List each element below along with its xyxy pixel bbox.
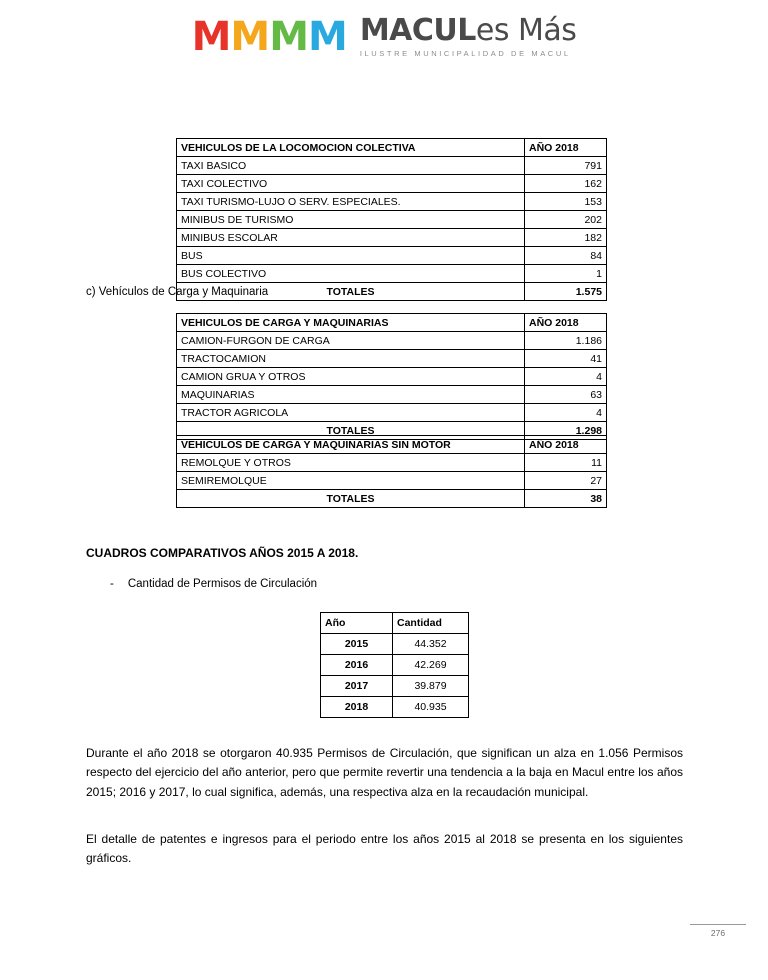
cell-value: 153 (525, 193, 607, 211)
cell-total-value: 1.575 (525, 283, 607, 301)
bullet-label: Cantidad de Permisos de Circulación (127, 578, 318, 590)
table-row (177, 193, 607, 211)
cell-value: 84 (525, 247, 607, 265)
column-header-year: AÑO 2018 (525, 139, 607, 157)
table-row (177, 404, 607, 422)
cell-category: TRACTOCAMION (177, 350, 525, 368)
cell-category: TAXI COLECTIVO (177, 175, 525, 193)
cell-value: 4 (525, 368, 607, 386)
cell-value: 202 (525, 211, 607, 229)
cell-anio: 2017 (321, 676, 393, 697)
table-row (177, 211, 607, 229)
cell-value: 1.186 (525, 332, 607, 350)
logo-wordmark (359, 13, 577, 58)
cell-category: REMOLQUE Y OTROS (177, 454, 525, 472)
cell-value: 41 (525, 350, 607, 368)
cell-value: 162 (525, 175, 607, 193)
cell-total-label: TOTALES (177, 490, 525, 508)
cell-category: MAQUINARIAS (177, 386, 525, 404)
column-header-year: AÑO 2018 (525, 436, 607, 454)
cell-total-value: 1.298 (525, 422, 607, 440)
table-row (321, 634, 469, 655)
logo-letter-blue: M (308, 13, 346, 60)
cell-value: 4 (525, 404, 607, 422)
cell-value: 27 (525, 472, 607, 490)
table-row (321, 697, 469, 718)
logo-title (359, 13, 577, 48)
cell-cantidad: 44.352 (393, 634, 469, 655)
macul-logo (191, 13, 577, 60)
cell-total-label: TOTALES (177, 422, 525, 440)
cell-value: 11 (525, 454, 607, 472)
column-header-category: VEHICULOS DE LA LOCOMOCION COLECTIVA (177, 139, 525, 157)
table-total-row (177, 490, 607, 508)
table-row (177, 229, 607, 247)
table-row (177, 368, 607, 386)
table-row (177, 454, 607, 472)
page-header (0, 13, 768, 60)
cell-anio: 2018 (321, 697, 393, 718)
cell-cantidad: 39.879 (393, 676, 469, 697)
table-row (177, 175, 607, 193)
table-row (177, 332, 607, 350)
table-row (177, 350, 607, 368)
cell-category: SEMIREMOLQUE (177, 472, 525, 490)
column-header-anio: Año (321, 613, 393, 634)
table-row (177, 386, 607, 404)
logo-subtitle: ILUSTRE MUNICIPALIDAD DE MACUL (359, 49, 571, 58)
cell-category: BUS COLECTIVO (177, 265, 525, 283)
cell-anio: 2016 (321, 655, 393, 676)
column-header-category: VEHICULOS DE CARGA Y MAQUINARIAS (177, 314, 525, 332)
logo-letter-orange: M (230, 13, 269, 60)
cell-cantidad: 42.269 (393, 655, 469, 676)
table-row (321, 655, 469, 676)
table-header-row (177, 314, 607, 332)
cell-category: MINIBUS DE TURISMO (177, 211, 525, 229)
cell-category: MINIBUS ESCOLAR (177, 229, 525, 247)
cell-value: 791 (525, 157, 607, 175)
table-locomocion-colectiva (176, 138, 607, 301)
logo-letter-green: M (269, 13, 307, 60)
cell-category: CAMION-FURGON DE CARGA (177, 332, 525, 350)
table-carga-maquinarias-sin-motor (176, 435, 607, 508)
paragraph-detalle-patentes: El detalle de patentes e ingresos para el periodo entre los años 2015 al 2018 se presenta en los siguientes gráficos. (86, 832, 683, 866)
table-row (177, 472, 607, 490)
cell-cantidad: 40.935 (393, 697, 469, 718)
cell-category: BUS (177, 247, 525, 265)
table-row (321, 676, 469, 697)
paragraph-permisos-2018: Durante el año 2018 se otorgaron 40.935 Permisos de Circulación, que significan un alza en 1.056 Permisos respecto del ejercicio del año anterior, pero que permite revertir una tendencia a la baja en Macul entre los años 2015; 2016 y 2017, lo cual significa, además, una respectiva alza en la recaudación municipal. (86, 746, 683, 799)
logo-letter-red: M (191, 13, 230, 60)
column-header-cantidad: Cantidad (393, 613, 469, 634)
cell-value: 1 (525, 265, 607, 283)
section-heading-cuadros-comparativos: CUADROS COMPARATIVOS AÑOS 2015 A 2018. (86, 546, 359, 560)
table-header-row (177, 139, 607, 157)
cell-value: 182 (525, 229, 607, 247)
cell-category: TAXI TURISMO-LUJO O SERV. ESPECIALES. (177, 193, 525, 211)
bullet-marker: - (110, 578, 114, 590)
logo-title-light: es Más (475, 13, 577, 48)
caption-vehiculos-carga: c) Vehículos de Carga y Maquinaria (86, 286, 269, 298)
cell-anio: 2015 (321, 634, 393, 655)
column-header-year: AÑO 2018 (525, 314, 607, 332)
cell-total-label: TOTALES (177, 283, 525, 301)
table-carga-maquinarias (176, 313, 607, 440)
cell-total-value: 38 (525, 490, 607, 508)
page-number: 276 (710, 928, 726, 938)
cell-category: CAMION GRUA Y OTROS (177, 368, 525, 386)
column-header-category: VEHICULOS DE CARGA Y MAQUINARIAS SIN MOTOR (177, 436, 525, 454)
footer-divider (690, 924, 746, 925)
cell-category: TAXI BASICO (177, 157, 525, 175)
logo-letter-marks (191, 13, 346, 60)
table-row (177, 157, 607, 175)
table-header-row (321, 613, 469, 634)
table-row (177, 265, 607, 283)
logo-title-strong: MACUL (359, 13, 476, 48)
cell-category: TRACTOR AGRICOLA (177, 404, 525, 422)
table-permisos-circulacion (320, 612, 469, 718)
cell-value: 63 (525, 386, 607, 404)
bullet-cantidad-permisos (110, 578, 317, 590)
table-row (177, 247, 607, 265)
table-header-row (177, 436, 607, 454)
